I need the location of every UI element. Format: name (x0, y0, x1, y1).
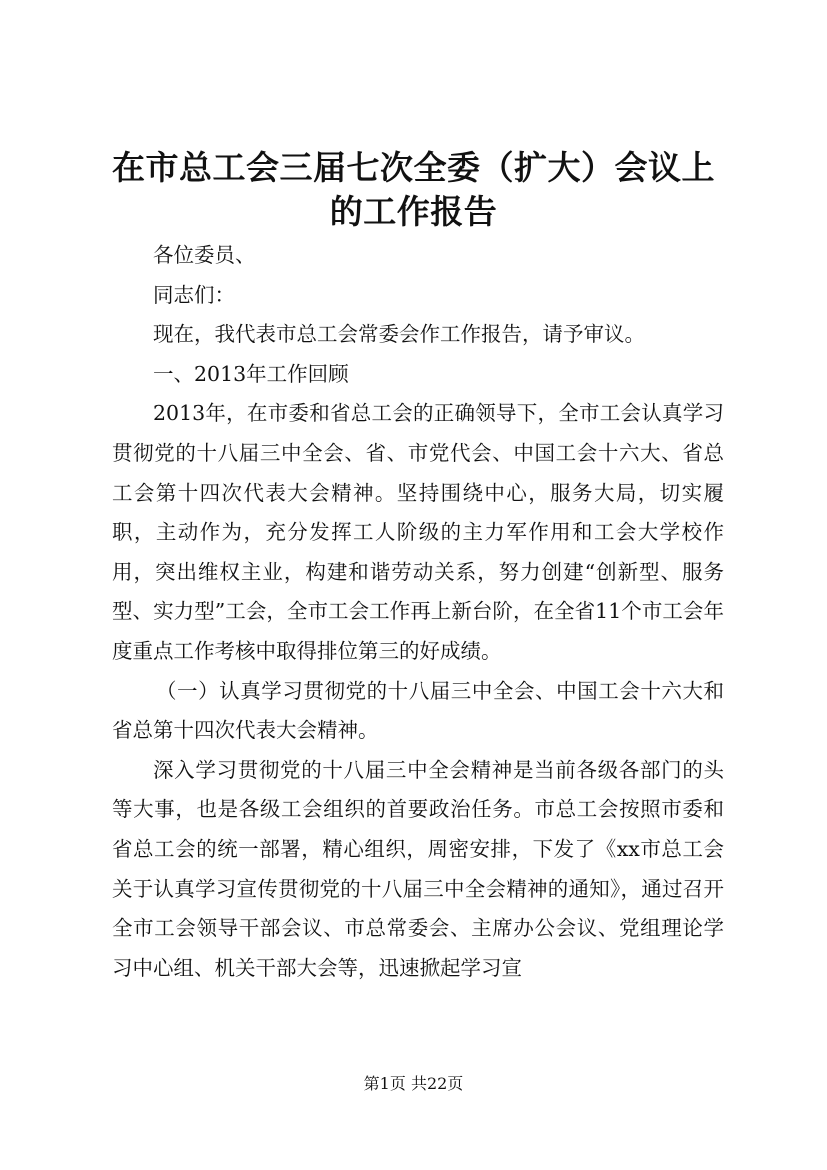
document-title: 在市总工会三届七次全委（扩大）会议上的工作报告 (112, 148, 715, 231)
salutation-comrades: 同志们： (153, 282, 235, 307)
document-body (112, 236, 724, 988)
intro-paragraph: 现在，我代表市总工会常委会作工作报告，请予审议。 (153, 322, 645, 347)
section-heading: 一、2013年工作回顾 (153, 361, 349, 386)
page-number-footer: 第1页 共22页 (363, 1074, 464, 1093)
body-paragraph: 2013年，在市委和省总工会的正确领导下，全市工会认真学习贯彻党的十八届三中全会、省、市党代会、中国工会十六大、省总工会第十四次代表大会精神。坚持围绕中心，服务大局，切实履职，主动作为，充分发挥工人阶级的主力军作用和工会大学校作用，突出维权主业，构建和谐劳动关系，努力创建“创新型、服务型、实力型”工会，全市工会工作再上新台阶，在全省11个市工会年度重点工作考核中取得排位第三的好成绩。 (112, 401, 724, 663)
body-paragraph: 深入学习贯彻党的十八届三中全会精神是当前各级各部门的头等大事，也是各级工会组织的首要政治任务。市总工会按照市委和省总工会的统一部署，精心组织，周密安排，下发了《xx市总工会关于认真学习宣传贯彻党的十八届三中全会精神的通知》，通过召开全市工会领导干部会议、市总常委会、主席办公会议、党组理论学习中心组、机关干部大会等，迅速掀起学习宣 (112, 757, 724, 980)
salutation-members: 各位委员、 (153, 243, 256, 267)
subsection-heading: （一）认真学习贯彻党的十八届三中全会、中国工会十六大和省总第十四次代表大会精神。 (112, 678, 724, 743)
